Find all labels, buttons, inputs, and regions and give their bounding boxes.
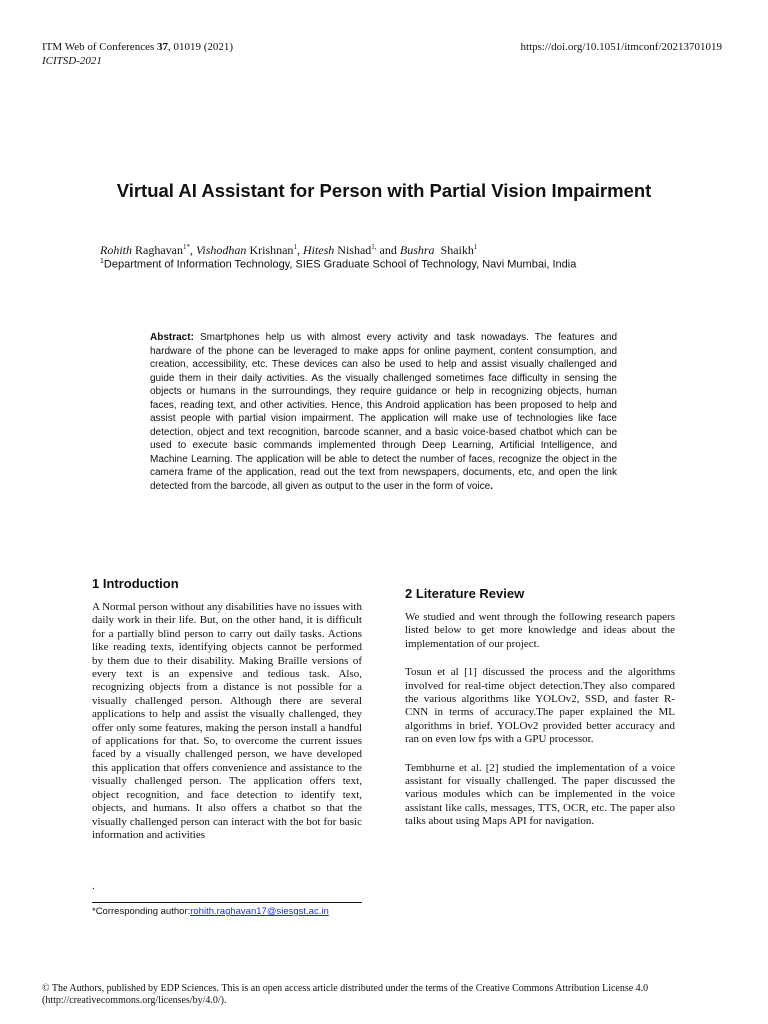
conference-citation: ITM Web of Conferences 37, 01019 (2021) — [42, 41, 234, 53]
author-email-link[interactable]: rohith.raghavan17@siesgst.ac.in — [190, 906, 329, 917]
paper-title: Virtual AI Assistant for Person with Partial Vision Impairment — [116, 180, 652, 201]
abstract: Abstract: Smartphones help us with almost every activity and task nowadays. The features and hardware of the phone can be leveraged to make apps for online payment, content consumption, and creation, accessibility, etc. These devices can also be used to help and assist visually challenged and guide them in their daily activities. As the visually challenged sometimes face difficulty in sensing the objects or humans in the surroundings, they require guidance or help in recognizing objects, human faces, reading text, and other activities. Hence, this Android application has been proposed to help and assist people with partial vision impairment. The application will make use of technologies like face detection, object and text recognition, barcode scanner, and a basic voice-based chatbot which can be used to execute basic commands implemented through Deep Learning, Artificial Intelligence, and Machine Learning. The application will be able to detect the number of faces, recognize the object in the camera frame of the application, read out the text from newspapers, documents, etc, and open the link detected from the barcode, all given as output to the user in the form of voice. — [150, 332, 617, 492]
introduction-text — [92, 601, 362, 842]
paragraph: Tembhurne et al. [2] studied the implementation of a voice assistant for visually challenged. The paper discussed the various modules which can be implemented in the voice assistant like calls, messages, TTS, OCR, etc. The paper also talks about using Maps API for navigation. — [405, 761, 675, 828]
stray-period: . — [92, 880, 95, 892]
section-heading-literature-review: 2 Literature Review — [405, 586, 525, 601]
section-heading-introduction: 1 Introduction — [92, 576, 179, 591]
paragraph: Tosun et al [1] discussed the process and the algorithms involved for real-time object detection.They also compared the various algorithms like YOLOv2, SSD, and faster R- CNN in terms of accuracy.The paper explained the ML algorithms in brief. YOLOv2 provided better accuracy and ran on even low fps with a GPU processor. — [405, 666, 675, 746]
volume-number: 37 — [156, 41, 168, 53]
abstract-text: Smartphones help us with almost every activity and task nowadays. The features and hardware of the phone can be leveraged to make apps for online payment, content consumption, and creation, accessibility, etc. These devices can also be used to help and assist visually challenged and guide them in their daily activities. As the visually challenged sometimes face difficulty in sensing the objects or humans in the surroundings, they require guidance or help in recognizing objects, human faces, reading text, and other activities. Hence, this Android application has been proposed to help and assist people with partial vision impairment. The application will make use of technologies like face detection, object and text recognition, barcode scanner, and a basic voice-based chatbot which can be used to execute basic commands implemented through Deep Learning, Artificial Intelligence, and Machine Learning. The application will be able to detect the number of faces, recognize the object in the camera frame of the application, read out the text from newspapers, documents, etc, and open the link detected from the barcode, all given as output to the user in the form of voice — [150, 332, 617, 492]
corresponding-author-footnote: *Corresponding author:rohith.raghavan17@siesgst.ac.in — [92, 906, 329, 917]
footnote-divider — [92, 902, 362, 903]
affiliation: $^1$Department of Information Technology, SIES Graduate School of Technology, Navi Mumbai, India — [100, 258, 577, 271]
running-header-left — [42, 40, 233, 68]
literature-review-text — [405, 611, 675, 829]
author-list: Rohith Raghavan$^{1*}$, Vishodhan Krishnan$^1$, Hitesh Nishad$^{1,}$ and Bushra Shaikh$^1$ — [100, 243, 478, 257]
paragraph: We studied and went through the following research papers listed below to get more knowledge and ideas about the implementation of our project. — [405, 611, 675, 650]
license-notice: © The Authors, published by EDP Sciences. This is an open access article distributed under the terms of the Creative Commons Attribution License 4.0 (http://creativecommons.org/licenses/by/4.0/). — [42, 983, 649, 1006]
abstract-label: Abstract: — [150, 332, 194, 343]
paragraph: A Normal person without any disabilities have no issues with daily work in their life. But, on the other hand, it is difficult for a partially blind person to carry out daily tasks. Actions like reading texts, identifying objects cannot be performed by them due to their disability. Making Braille versions of every text is an expensive and tedious task. Also, recognizing objects from a distance is not possible for a visually challenged person. Although there are several applications to help and assist the visually challenged, they offer only some features, making the person install a handful of applications for that. So, to overcome the current issues faced by a visually challenged person, we have developed this application that offers convenience and assistance to the visually challenged person. The application offers text, object recognition, and face detection to identify text, objects, and humans. It also offers a chatbot so that the visually challenged person can interact with the bot for basic information and activities — [92, 601, 362, 841]
doi-link[interactable]: https://doi.org/10.1051/itmconf/20213701019 — [520, 41, 722, 53]
event-name: ICITSD-2021 — [42, 55, 102, 67]
